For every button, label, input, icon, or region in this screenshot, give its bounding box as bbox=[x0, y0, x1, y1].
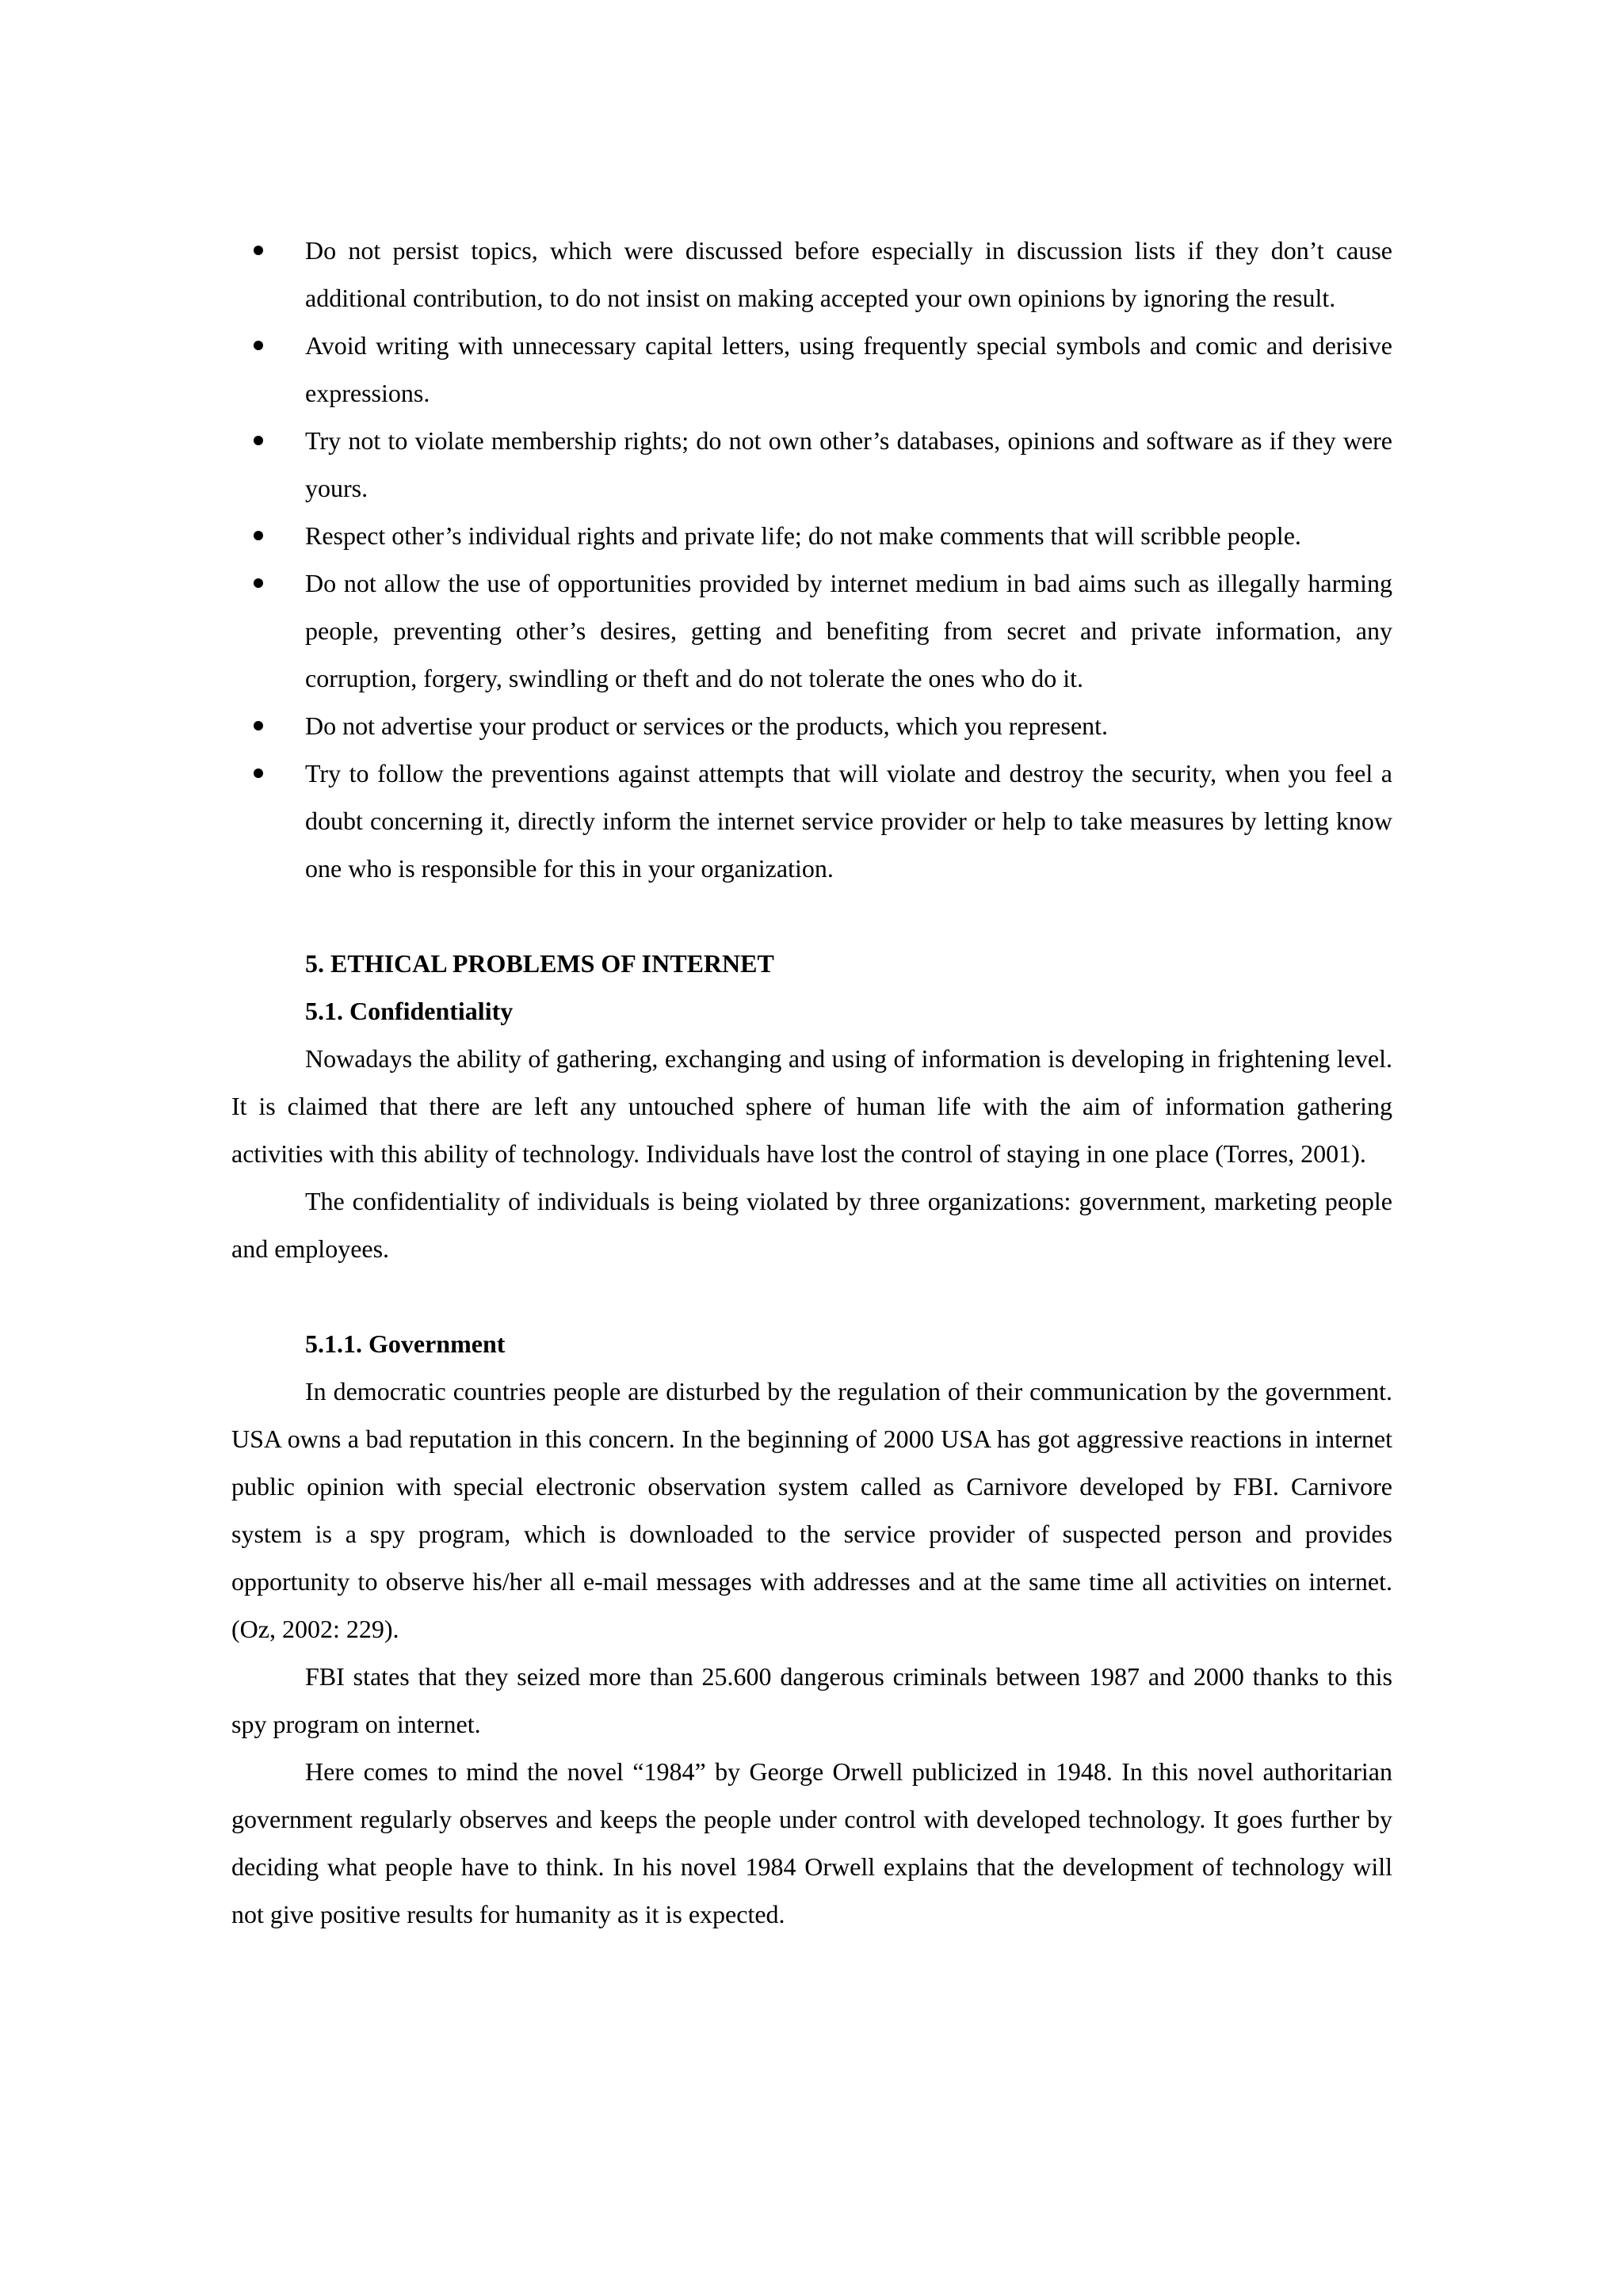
bullet-text: Try not to violate membership rights; do not own other’s databases, opinions and software as if they were yours. bbox=[305, 426, 1392, 502]
bullet-text: Do not allow the use of opportunities provided by internet medium in bad aims such as illegally harming people, preventing other’s desires, getting and benefiting from secret and private information, any corruption, forgery, swindling or theft and do not tolerate the ones who do it. bbox=[305, 569, 1392, 692]
bullet-text: Do not persist topics, which were discussed before especially in discussion lists if they don’t cause additional contribution, to do not insist on making accepted your own opinions by ignoring the result. bbox=[305, 236, 1392, 312]
bullet-icon bbox=[254, 531, 263, 540]
bullet-text: Try to follow the preventions against attempts that will violate and destroy the security, when you feel a doubt concerning it, directly inform the internet service provider or help to take measures by letting know one who is responsible for this in your organization. bbox=[305, 759, 1392, 883]
list-item bbox=[231, 559, 1392, 702]
bullet-icon bbox=[254, 769, 263, 778]
list-item bbox=[231, 227, 1392, 322]
body-paragraph: In democratic countries people are disturbed by the regulation of their communication by the government. USA owns a bad reputation in this concern. In the beginning of 2000 USA has got aggressive reactions in internet public opinion with special electronic observation system called as Carnivore developed by FBI. Carnivore system is a spy program, which is downloaded to the service provider of suspected person and provides opportunity to observe his/her all e-mail messages with addresses and at the same time all activities on internet. (Oz, 2002: 229). bbox=[231, 1377, 1392, 1643]
body-paragraph: Nowadays the ability of gathering, exchanging and using of information is developing in frightening level. It is claimed that there are left any untouched sphere of human life with the aim of information gathering activities with this ability of technology. Individuals have lost the control of staying in one place (Torres, 2001). bbox=[231, 1044, 1392, 1168]
guideline-bullet-list bbox=[231, 227, 1392, 892]
list-item bbox=[231, 702, 1392, 749]
body-paragraph: The confidentiality of individuals is being violated by three organizations: government, marketing people and employees. bbox=[231, 1187, 1392, 1263]
bullet-icon bbox=[254, 436, 263, 445]
bullet-text: Avoid writing with unnecessary capital letters, using frequently special symbols and comic and derisive expressions. bbox=[305, 331, 1392, 407]
list-item bbox=[231, 512, 1392, 559]
body-paragraph: FBI states that they seized more than 25.600 dangerous criminals between 1987 and 2000 thanks to this spy program on internet. bbox=[231, 1662, 1392, 1738]
list-item bbox=[231, 749, 1392, 892]
bullet-icon bbox=[254, 341, 263, 350]
list-item bbox=[231, 417, 1392, 512]
subsection-heading-government: 5.1.1. Government bbox=[305, 1329, 506, 1358]
bullet-text: Do not advertise your product or services or the products, which you represent. bbox=[305, 711, 1109, 740]
bullet-icon bbox=[254, 578, 263, 588]
section-heading-ethical-problems: 5. ETHICAL PROBLEMS OF INTERNET bbox=[305, 949, 774, 978]
body-paragraph: Here comes to mind the novel “1984” by George Orwell publicized in 1948. In this novel authoritarian government regularly observes and keeps the people under control with developed technology. It goes further by deciding what people have to think. In his novel 1984 Orwell explains that the development of technology will not give positive results for humanity as it is expected. bbox=[231, 1757, 1392, 1928]
spacer bbox=[231, 1272, 1392, 1320]
bullet-icon bbox=[254, 246, 263, 255]
list-item bbox=[231, 322, 1392, 417]
subsection-heading-confidentiality: 5.1. Confidentiality bbox=[305, 997, 514, 1025]
page-content bbox=[231, 227, 1392, 1938]
bullet-icon bbox=[254, 721, 263, 730]
spacer bbox=[231, 892, 1392, 940]
bullet-text: Respect other’s individual rights and private life; do not make comments that will scribble people. bbox=[305, 521, 1301, 550]
